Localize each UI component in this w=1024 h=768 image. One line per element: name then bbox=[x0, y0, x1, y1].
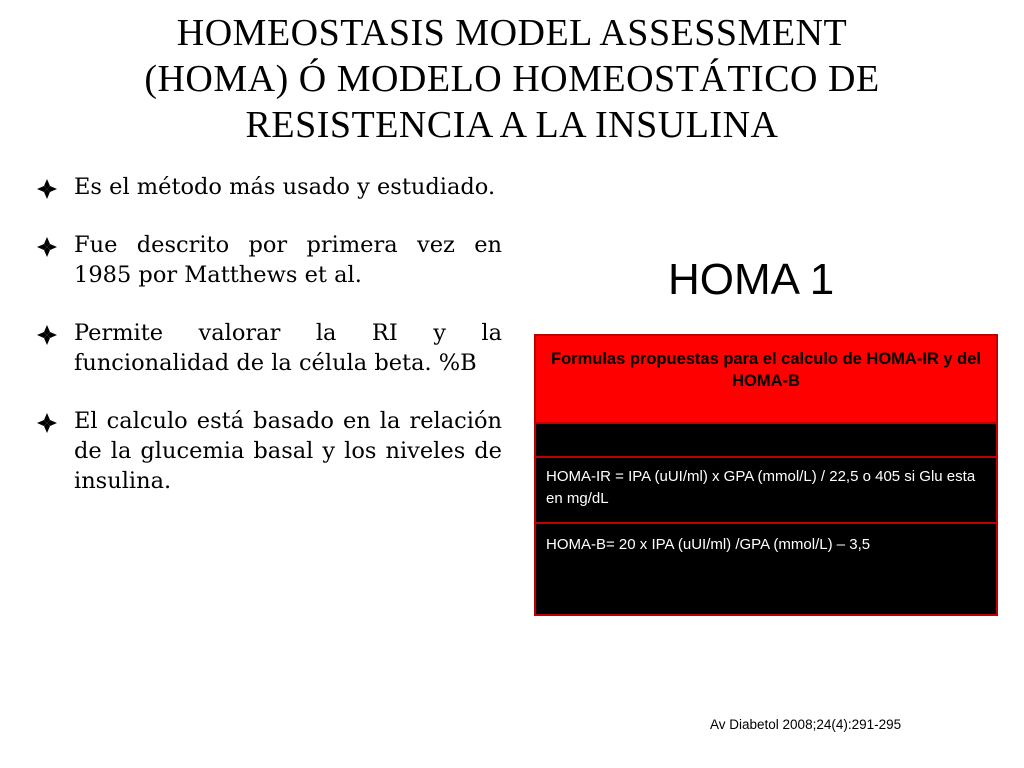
diamond-bullet-icon bbox=[36, 236, 58, 258]
formula-table-header: Formulas propuestas para el calculo de HOMA-IR y del HOMA-B bbox=[536, 336, 996, 424]
bullet-item bbox=[36, 172, 502, 202]
diamond-bullet-icon bbox=[36, 412, 58, 434]
bullet-list bbox=[36, 172, 502, 524]
bullet-text: Permite valorar la RI y la funcionalidad de la célula beta. %B bbox=[74, 320, 502, 376]
homa-heading: HOMA 1 bbox=[668, 255, 835, 304]
formula-table-empty-row bbox=[536, 424, 996, 458]
citation-reference: Av Diabetol 2008;24(4):291-295 bbox=[710, 717, 902, 732]
slide-title bbox=[60, 10, 964, 148]
title-line-2: (HOMA) Ó MODELO HOMEOSTÁTICO DE bbox=[144, 58, 880, 100]
title-line-1: HOMEOSTASIS MODEL ASSESSMENT bbox=[176, 12, 848, 54]
title-line-3: RESISTENCIA A LA INSULINA bbox=[245, 104, 779, 146]
diamond-bullet-icon bbox=[36, 178, 58, 200]
bullet-text: Es el método más usado y estudiado. bbox=[74, 174, 496, 200]
homa-ir-formula: HOMA-IR = IPA (uUI/ml) x GPA (mmol/L) / 22,5 o 405 si Glu esta en mg/dL bbox=[536, 458, 996, 524]
bullet-item bbox=[36, 318, 502, 378]
homa-b-formula: HOMA-B= 20 x IPA (uUI/ml) /GPA (mmol/L) – 3,5 bbox=[546, 536, 871, 553]
bullet-item bbox=[36, 406, 502, 496]
bullet-text: El calculo está basado en la relación de la glucemia basal y los niveles de insulina. bbox=[74, 408, 502, 494]
bullet-item bbox=[36, 230, 502, 290]
formula-table bbox=[534, 334, 998, 616]
bullet-text: Fue descrito por primera vez en 1985 por Matthews et al. bbox=[74, 232, 502, 288]
diamond-bullet-icon bbox=[36, 324, 58, 346]
